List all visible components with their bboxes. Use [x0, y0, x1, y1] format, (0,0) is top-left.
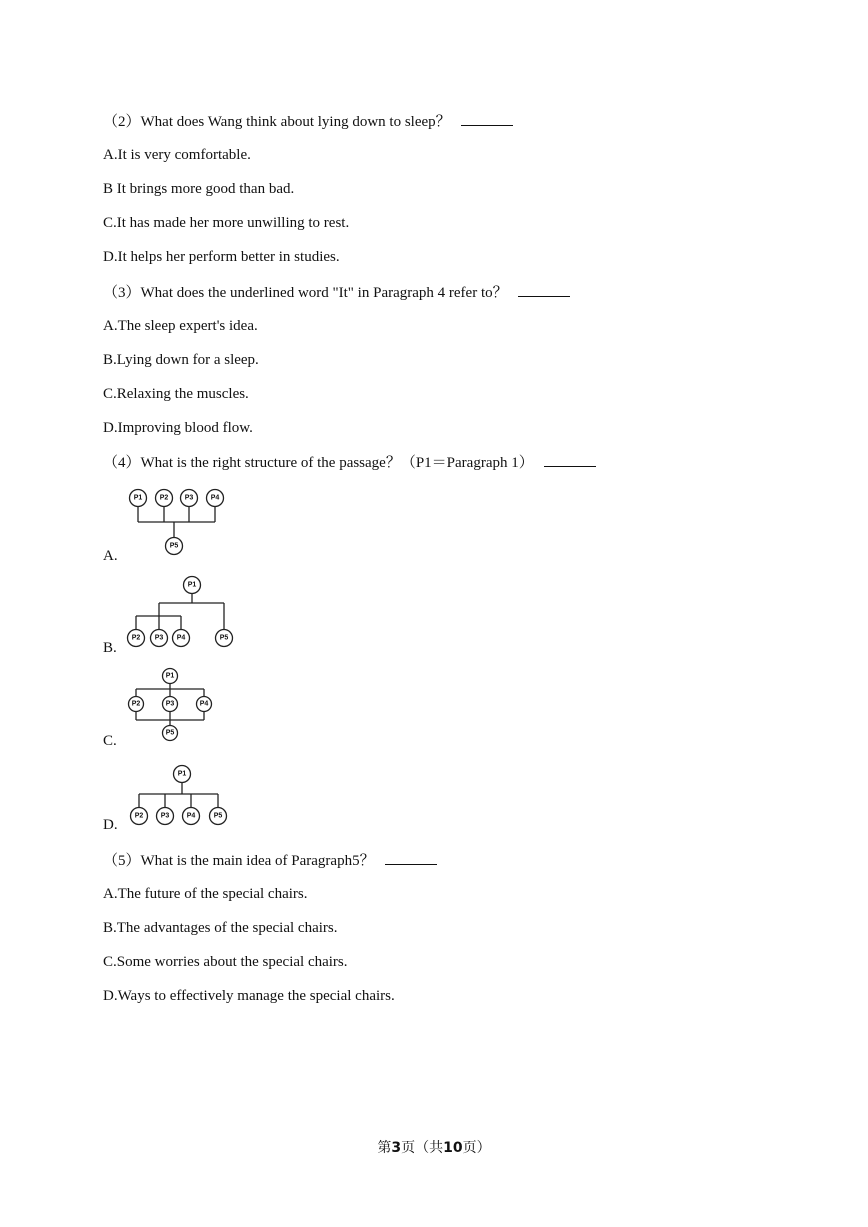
- question-2-option-b: B It brings more good than bad.: [103, 181, 295, 197]
- node-p5: [166, 538, 183, 555]
- node-label: P1: [187, 581, 197, 589]
- option-letter-a: A.: [103, 548, 118, 564]
- question-3-option-b: B.Lying down for a sleep.: [103, 352, 259, 368]
- node-label: P2: [159, 494, 169, 502]
- node-p3: [163, 697, 178, 712]
- current-page-number: 3: [391, 1140, 402, 1156]
- answer-blank[interactable]: [518, 282, 570, 297]
- total-pages: 10: [443, 1140, 463, 1156]
- structure-diagram-b: [126, 576, 238, 650]
- answer-blank[interactable]: [544, 452, 596, 467]
- node-p4: [207, 490, 224, 507]
- node-p1: [184, 577, 201, 594]
- option-letter-d: D.: [103, 817, 118, 833]
- question-5-option-a: A.The future of the special chairs.: [103, 886, 308, 902]
- question-3-option-d: D.Improving blood flow.: [103, 420, 253, 436]
- node-p1: [163, 669, 178, 684]
- node-p5: [163, 726, 178, 741]
- question-2-option-a: A.It is very comfortable.: [103, 147, 251, 163]
- node-label: P1: [165, 672, 175, 680]
- node-p4: [197, 697, 212, 712]
- structure-diagram-c: [126, 667, 216, 743]
- question-2-stem: （2）What does Wang think about lying down to sleep？: [103, 111, 513, 132]
- node-label: P1: [177, 770, 187, 778]
- node-p2: [129, 697, 144, 712]
- question-5-option-d: D.Ways to effectively manage the special chairs.: [103, 988, 395, 1004]
- node-p5: [210, 808, 227, 825]
- option-letter-b: B.: [103, 640, 117, 656]
- node-label: P3: [184, 494, 194, 502]
- structure-diagram-a: [126, 486, 236, 558]
- node-label: P5: [213, 812, 223, 820]
- structure-diagram-d: [126, 764, 236, 828]
- answer-blank[interactable]: [461, 111, 513, 126]
- page-footer: 第3页（共10页）: [377, 1140, 491, 1156]
- node-label: P4: [210, 494, 220, 502]
- node-p2: [128, 630, 145, 647]
- question-5-stem: （5）What is the main idea of Paragraph5？: [103, 850, 437, 871]
- node-p1: [174, 766, 191, 783]
- node-label: P3: [165, 700, 175, 708]
- answer-blank[interactable]: [385, 850, 437, 865]
- node-label: P4: [176, 634, 186, 642]
- question-5-option-c: C.Some worries about the special chairs.: [103, 954, 348, 970]
- node-p2: [131, 808, 148, 825]
- question-5-option-b: B.The advantages of the special chairs.: [103, 920, 338, 936]
- node-p3: [181, 490, 198, 507]
- question-3-option-a: A.The sleep expert's idea.: [103, 318, 258, 334]
- question-2-option-d: D.It helps her perform better in studies.: [103, 249, 340, 265]
- node-p3: [157, 808, 174, 825]
- question-3-stem: （3）What does the underlined word "It" in Paragraph 4 refer to？: [103, 282, 570, 303]
- node-p1: [130, 490, 147, 507]
- node-label: P1: [133, 494, 143, 502]
- node-label: P5: [219, 634, 229, 642]
- node-label: P4: [199, 700, 209, 708]
- node-p3: [151, 630, 168, 647]
- node-label: P3: [154, 634, 164, 642]
- node-p2: [156, 490, 173, 507]
- node-label: P4: [186, 812, 196, 820]
- node-p4: [183, 808, 200, 825]
- node-label: P2: [134, 812, 144, 820]
- node-label: P3: [160, 812, 170, 820]
- question-3-option-c: C.Relaxing the muscles.: [103, 386, 249, 402]
- node-p5: [216, 630, 233, 647]
- node-label: P5: [169, 542, 179, 550]
- node-label: P2: [131, 634, 141, 642]
- node-p4: [173, 630, 190, 647]
- question-4-stem: （4）What is the right structure of the passage？（P1＝Paragraph 1）: [103, 452, 596, 473]
- option-letter-c: C.: [103, 733, 117, 749]
- node-label: P2: [131, 700, 141, 708]
- question-2-option-c: C.It has made her more unwilling to rest.: [103, 215, 350, 231]
- node-label: P5: [165, 729, 175, 737]
